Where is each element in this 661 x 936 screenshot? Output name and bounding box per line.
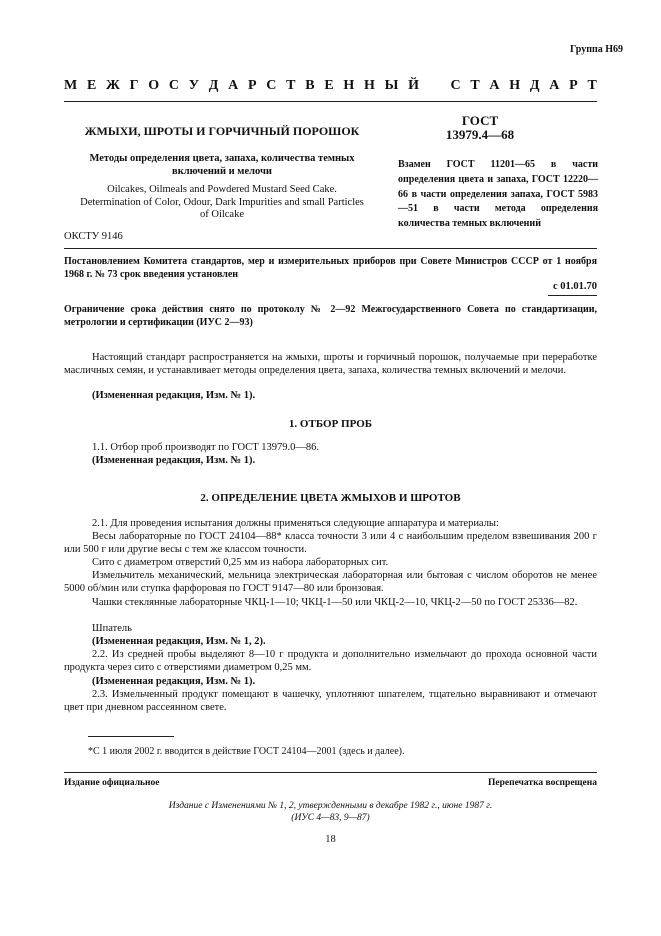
english-line: Determination of Color, Odour, Dark Impurities and small Particles [80, 196, 364, 208]
banner-letter: Й [408, 78, 420, 93]
amendment-2-1: (Измененная редакция, Изм. № 1, 2). [92, 636, 266, 647]
footer-rule [64, 772, 597, 773]
banner-letter: А [489, 78, 500, 93]
section-1-amendment: (Измененная редакция, Изм. № 1). [92, 455, 256, 466]
banner-letter: В [305, 78, 315, 93]
banner-letter: Ы [384, 78, 399, 93]
banner-letter: Ж [106, 78, 120, 93]
banner-letter: Т [587, 78, 597, 93]
spatula-item: Шпатель [92, 623, 132, 634]
paragraph-2-3: 2.3. Измельченный продукт помещают в чашечку, уплотняют шпателем, тщательно выравнивают и отмечают цвет при дневном рассеянном свете. [64, 689, 597, 713]
section-1-paragraph: 1.1. Отбор проб производят по ГОСТ 13979.0—86. [92, 442, 320, 453]
english-line: of Oilcake [199, 209, 245, 220]
banner-letter: Р [569, 78, 578, 93]
banner-letter: Н [364, 78, 375, 93]
intro-amendment: (Измененная редакция, Изм. № 1). [92, 390, 256, 401]
banner-letter: С [266, 78, 277, 93]
standard-banner [64, 78, 597, 94]
standard-title: ЖМЫХИ, ШРОТЫ И ГОРЧИЧНЫЙ ПОРОШОК [84, 124, 360, 138]
amendment-2-2: (Измененная редакция, Изм. № 1). [92, 676, 256, 687]
banner-letter: С [168, 78, 180, 93]
banner-letter: Д [529, 78, 540, 93]
banner-letter: Е [324, 78, 334, 93]
banner-letter: Д [208, 78, 219, 93]
effective-date: с 01.01.70 [552, 281, 597, 292]
banner-letter: А [549, 78, 560, 93]
banner-letter: У [188, 78, 200, 93]
no-reprint: Перепечатка воспрещена [487, 778, 597, 788]
section-2-heading: 2. ОПРЕДЕЛЕНИЕ ЦВЕТА ЖМЫХОВ И ШРОТОВ [200, 492, 461, 504]
gost-number: 13979.4—68 [445, 127, 515, 142]
banner-letter: Р [248, 78, 257, 93]
paragraph-2-2: 2.2. Из средней пробы выделяют 8—10 г продукта и дополнительно измельчают до прохода основной части продукта через сито с отверстиями диаметром 0,25 мм. [64, 649, 597, 673]
banner-letter: Т [470, 78, 480, 93]
date-rule [548, 295, 597, 296]
decree-text: Постановлением Комитета стандартов, мер и измерительных приборов при Совете Министров СССР от 1 ноября 1968 г. № 73 срок введения установлен [64, 256, 597, 280]
scales-item: Весы лабораторные по ГОСТ 24104—88* класса точности 3 или 4 с наибольшим пределом взвешивания 200 г или 500 г или другие весы с тем же классом точности. [64, 531, 597, 555]
english-line: Oilcakes, Oilmeals and Powdered Mustard Seed Cake. [107, 184, 337, 195]
grinder-item: Измельчитель механический, мельница электрическая лабораторная или бытовая с числом оборотов не менее 5000 об/мин или ступка фарфоровая по ГОСТ 9147—80 или бронзовая. [64, 570, 597, 594]
replaces-note: Взамен ГОСТ 11201—65 в части определения цвета и запаха, ГОСТ 12220—66 в части определения запаха, ГОСТ 5983—51 в части метода определения количества темных включений [398, 159, 598, 230]
edition-line: (ИУС 4—83, 9—87) [291, 813, 370, 823]
standard-subtitle [64, 152, 380, 178]
banner-letter: С [450, 78, 461, 93]
section-1-heading: 1. ОТБОР ПРОБ [288, 418, 373, 430]
banner-rule [64, 101, 597, 102]
subtitle-line: включений и мелочи [172, 166, 272, 177]
banner-letter: Н [509, 78, 521, 93]
gost-designation [420, 114, 540, 142]
footnote-rule [88, 736, 174, 737]
banner-letter: Г [129, 78, 139, 93]
oksty-code: ОКСТУ 9146 [64, 231, 123, 242]
intro-paragraph: Настоящий стандарт распространяется на жмыхи, шроты и горчичный порошок, получаемые при переработке масличных семян, и устанавливает методы определения цвета, запаха, количества темных включений и мелочи. [64, 352, 597, 376]
banner-letter: Н [343, 78, 355, 93]
cups-item: Чашки стеклянные лабораторные ЧКЦ-1—10; ЧКЦ-1—50 или ЧКЦ-2—10, ЧКЦ-2—50 по ГОСТ 25336—82. [92, 597, 578, 608]
banner-letter: Е [86, 78, 97, 93]
paragraph-2-1: 2.1. Для проведения испытания должны применяться следующие аппаратура и материалы: [92, 518, 499, 529]
group-code: Группа Н69 [570, 44, 623, 55]
edition-note [64, 800, 597, 824]
footnote: *С 1 июля 2002 г. вводится в действие ГОСТ 24104—2001 (здесь и далее). [88, 746, 405, 757]
limitation-note: Ограничение срока действия снято по протоколу № 2—92 Межгосударственного Совета по стандартизации, метрологии и сертификации (ИУС 2—93) [64, 304, 597, 328]
banner-letter: М [64, 78, 78, 93]
banner-letter: А [228, 78, 239, 93]
banner-letter: Т [286, 78, 296, 93]
sieve-item: Сито с диаметром отверстий 0,25 мм из набора лабораторных сит. [92, 557, 389, 568]
edition-line: Издание с Изменениями № 1, 2, утвержденными в декабре 1982 г., июне 1987 г. [168, 801, 493, 811]
banner-letter: О [148, 78, 160, 93]
page-number: 18 [325, 834, 336, 845]
official-edition: Издание официальное [64, 778, 160, 788]
gost-label: ГОСТ [461, 113, 499, 128]
subtitle-line: Методы определения цвета, запаха, количества темных [89, 153, 355, 164]
title-rule [64, 248, 597, 249]
english-title [64, 184, 380, 222]
